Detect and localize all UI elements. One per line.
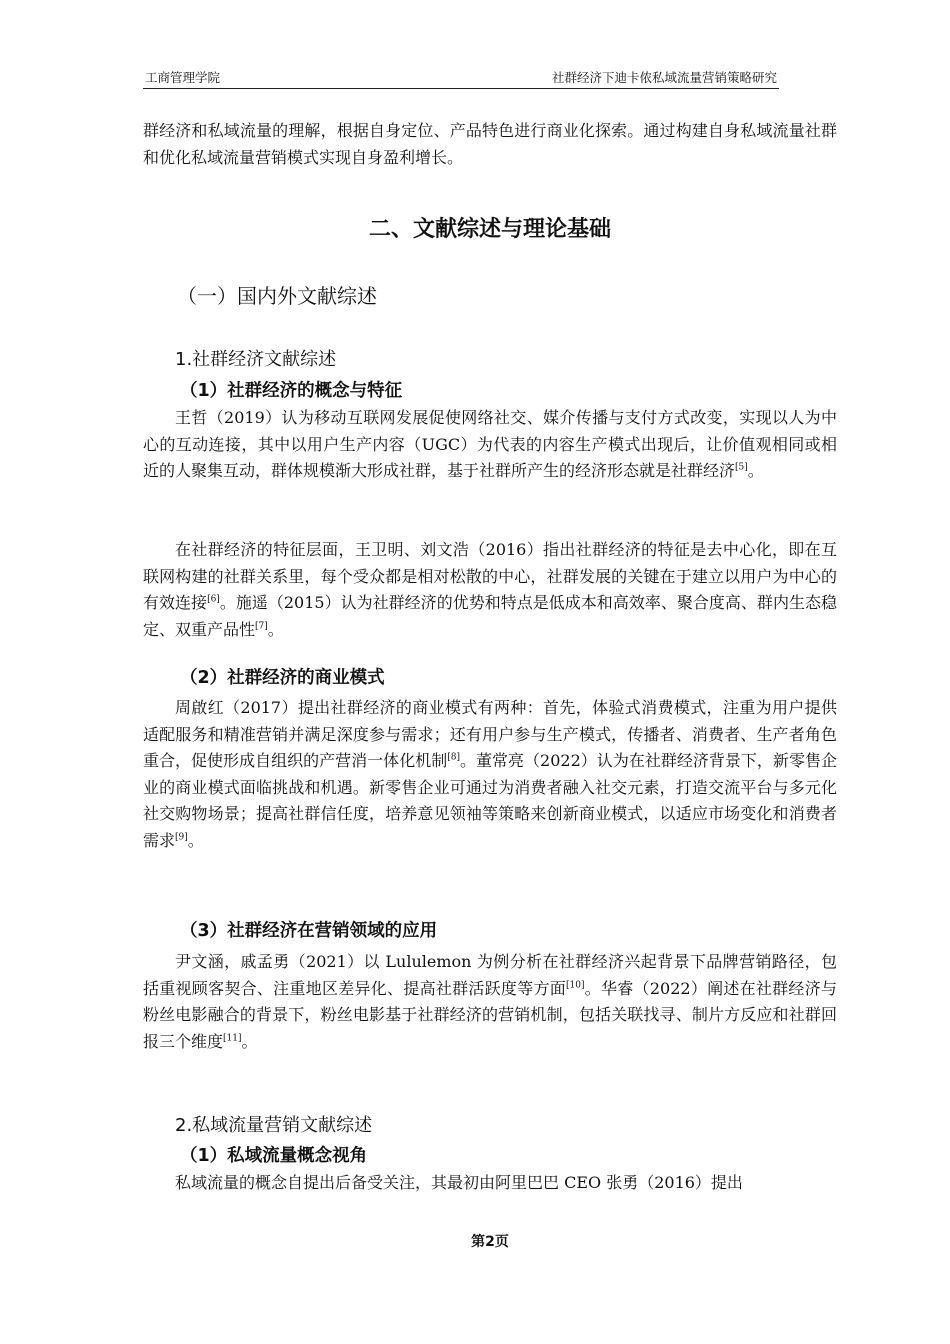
page-header bbox=[143, 66, 779, 89]
subsection-title-private-traffic: 2.私域流量营销文献综述 bbox=[175, 1115, 373, 1136]
citation-9: [9] bbox=[175, 832, 188, 843]
paragraph-features bbox=[143, 537, 837, 643]
citation-5: [5] bbox=[735, 462, 748, 473]
paragraph-marketing-end: 。 bbox=[241, 1031, 258, 1051]
paragraph-concept-text: 王哲（2019）认为移动互联网发展促使网络社交、媒介传播与支付方式改变，实现以人为中心的互动连接，其中以用户生产内容（UGC）为代表的内容生产模式出现后，让价值观相同或相近的人聚集互动，群体规模渐大形成社群，基于社群所产生的经济形态就是社群经济 bbox=[143, 408, 837, 480]
heading-private-traffic-concept: （1）私域流量概念视角 bbox=[180, 1146, 368, 1166]
paragraph-features-text-a: 在社群经济的特征层面，王卫明、刘文浩（2016）指出社群经济的特征是去中心化，即在互联网构建的社群关系里，每个受众都是相对松散的中心，社群发展的关键在于建立以用户为中心的有效连接 bbox=[143, 540, 837, 612]
paragraph-business-text-b: 。董常亮（2022）认为在社群经济背景下，新零售企业的商业模式面临挑战和机遇。新零售企业可通过为消费者融入社交元素，打造交流平台与多元化社交购物场景；提高社群信任度，培养意见领袖等策略来创新商业模式，以适应市场变化和消费者需求 bbox=[143, 751, 837, 850]
paragraph-business-end: 。 bbox=[187, 830, 204, 850]
page-number: 第2页 bbox=[471, 1234, 509, 1250]
citation-7: [7] bbox=[255, 621, 268, 632]
heading-business-model: （2）社群经济的商业模式 bbox=[180, 668, 385, 688]
paragraph-marketing-text-a: 尹文涵，戚孟勇（2021）以 Lululemon 为例分析在社群经济兴起背景下品牌营销路径，包括重视顾客契合、注重地区差异化、提高社群活跃度等方面 bbox=[143, 952, 837, 998]
paragraph-marketing-text-b: 。华睿（2022）阐述在社群经济与粉丝电影融合的背景下，粉丝电影基于社群经济的营销机制，包括关联找寻、制片方反应和社群回报三个维度 bbox=[143, 978, 837, 1051]
citation-6: [6] bbox=[207, 594, 220, 605]
paragraph-concept-end: 。 bbox=[747, 461, 764, 480]
citation-10: [10] bbox=[566, 980, 585, 991]
paragraph-marketing bbox=[143, 949, 837, 1055]
citation-8: [8] bbox=[447, 752, 460, 763]
intro-paragraph: 群经济和私域流量的理解，根据自身定位、产品特色进行商业化探索。通过构建自身私域流量社群和优化私域流量营销模式实现自身盈利增长。 bbox=[143, 121, 837, 167]
paragraph-features-text-b: 。施遥（2015）认为社群经济的优势和特点是低成本和高效率、聚合度高、群内生态稳定、双重产品性 bbox=[143, 593, 837, 639]
paragraph-concept bbox=[143, 405, 837, 485]
citation-11: [11] bbox=[223, 1033, 242, 1044]
header-school: 工商管理学院 bbox=[145, 70, 221, 85]
paragraph-business-text-a: 周啟红（2017）提出社群经济的商业模式有两种：首先，体验式消费模式，注重为用户提供适配服务和精准营销并满足深度参与需求；还有用户参与生产模式，传播者、消费者、生产者角色重合，促使形成自组织的产营消一体化机制 bbox=[143, 698, 837, 770]
paragraph-business-model bbox=[143, 695, 837, 854]
paragraph-private-traffic: 私域流量的概念自提出后备受关注，其最初由阿里巴巴 CEO 张勇（2016）提出 bbox=[175, 1173, 743, 1192]
chapter-title: 二、文献综述与理论基础 bbox=[368, 217, 611, 242]
heading-concept-features: （1）社群经济的概念与特征 bbox=[180, 381, 403, 401]
heading-marketing-application: （3）社群经济在营销领域的应用 bbox=[180, 921, 438, 941]
paragraph-features-end: 。 bbox=[267, 619, 284, 639]
header-thesis-title: 社群经济下迪卡侬私域流量营销策略研究 bbox=[551, 70, 777, 85]
section-title: （一）国内外文献综述 bbox=[177, 284, 377, 308]
subsection-title-social: 1.社群经济文献综述 bbox=[175, 349, 337, 370]
